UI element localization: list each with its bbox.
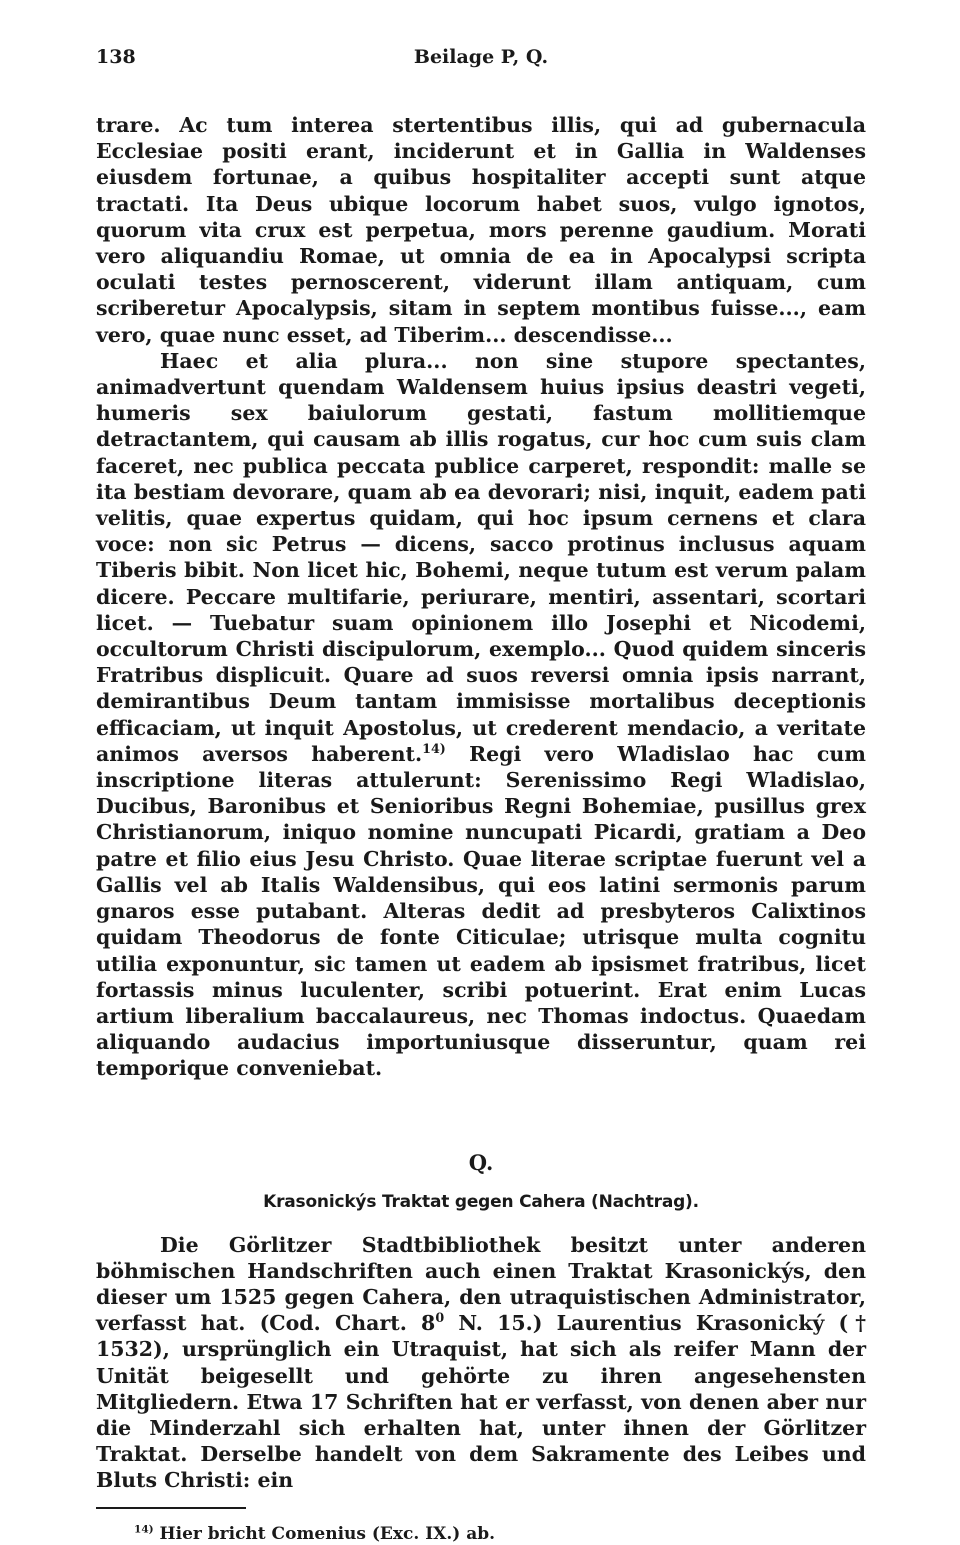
main-text	[96, 112, 866, 1082]
page-number: 138	[96, 46, 136, 68]
footnote-reference: 14)	[422, 741, 446, 757]
paragraph-2-text: Haec et alia plura... non sine stupore spectantes, animadvertunt quendam Waldensem huius ipsius deastri vegeti, humeris sex baiulorum gestati, fastum mollitiemque detractantem, qui causam ab illis rogatus, cur hoc cum suis clam faceret, nec publica peccata publice carperet, respondit: malle se ita bestiam devorare, quam ab ea devorari; nisi, inquit, eadem pati velitis, quae expertus quidam, qui hoc ipsum cernens et clara voce: non sic Petrus — dicens, sacco protinus inclusus aquam Tiberis bibit. Non licet hic, Bohemi, neque tutum est verum palam dicere. Peccare multifarie, periurare, mentiri, assentari, scortari licet. — Tuebatur suam opinionem illo Josephi et Nicodemi, occultorum Christi discipulorum, exemplo... Quod quidem sinceris Fratribus displicuit. Quare ad suos reversi omnia ipsis narrant, demirantibus Deum tantam immisisse mortalibus deceptionis efficaciam, ut inquit Apostolus, ut crederent mendacio, a veritate animos aversos haberent.	[96, 348, 866, 766]
paragraph-1: trare. Ac tum interea stertentibus illis, qui ad gubernacula Ecclesiae positi erant, inciderunt et in Gallia in Waldenses eiusdem fortunae, a quibus hospitaliter accepti sunt atque tractati. Ita Deus ubique locorum habet suos, vulgo ignotos, quorum vita crux est perpetua, mors perenne gaudium. Morati vero aliquandiu Romae, ut omnia de ea in Apocalypsi scripta oculati testes pernoscerent, viderunt illam antiquam, cum scriberetur Apocalypsis, sitam in septem montibus fuisse..., eam vero, quae nunc esset, ad Tiberim... descendisse...	[96, 113, 866, 347]
footnote-text: Hier bricht Comenius (Exc. IX.) ab.	[153, 1523, 496, 1544]
section-body	[96, 1232, 866, 1494]
paragraph-2-continuation: Regi vero Wladislao hac cum inscriptione literas attulerunt: Serenissimo Regi Wladislao, Ducibus, Baronibus et Senioribus Regni Bohemiae, pusillus grex Christianorum, iniquo nomine nuncupati Picardi, gratiam a Deo patre et filio eius Jesu Christo. Quae literae scriptae fuerunt vel a Gallis vel ab Italis Waldensibus, qui eos latini sermonis parum gnaros esse putabant. Alteras dedit ad presbyteros Calixtinos quidam Theodorus de fonte Citiculae; utrisque multa cognitu utilia exponuntur, sic tamen ut eadem ab ipsismet fratribus, licet fortassis minus luculenter, scribi potuerint. Erat enim Lucas artium liberalium baccalaureus, nec Thomas indoctus. Quaedam aliquando audacius importuniusque disseruntur, quam rei temporique conveniebat.	[96, 741, 867, 1081]
footnote	[96, 1523, 866, 1545]
section-title: Krasonickýs Traktat gegen Cahera (Nachtrag).	[263, 1191, 699, 1212]
section-text-part-2: N. 15.) Laurentius Krasonický († 1532), ursprünglich ein Utraquist, hat sich als reifer Mann der Unität beigesellt und gehörte zu ihren angesehensten Mitgliedern. Etwa 17 Schriften hat er verfasst, von denen aber nur die Minderzahl sich erhalten hat, unter ihnen der Görlitzer Traktat. Derselbe handelt von dem Sakramente des Leibes und Bluts Christi: ein	[96, 1311, 866, 1493]
page	[96, 46, 866, 1545]
paragraph-2	[96, 348, 866, 1082]
section-letter: Q.	[468, 1149, 494, 1175]
section-superscript: 0	[435, 1310, 445, 1326]
footnote-divider	[96, 1507, 246, 1509]
running-title: Beilage P, Q.	[413, 46, 549, 68]
section-text-part-1: Die Görlitzer Stadtbibliothek besitzt unter anderen böhmischen Handschriften auch einen Traktat Krasonickýs, den dieser um 1525 gegen Cahera, den utraquistischen Administrator, verfasst hat. (Cod. Chart. 8	[96, 1232, 866, 1336]
footnote-marker: 14)	[134, 1522, 154, 1535]
page-header	[96, 46, 866, 76]
section-paragraph	[96, 1232, 866, 1494]
